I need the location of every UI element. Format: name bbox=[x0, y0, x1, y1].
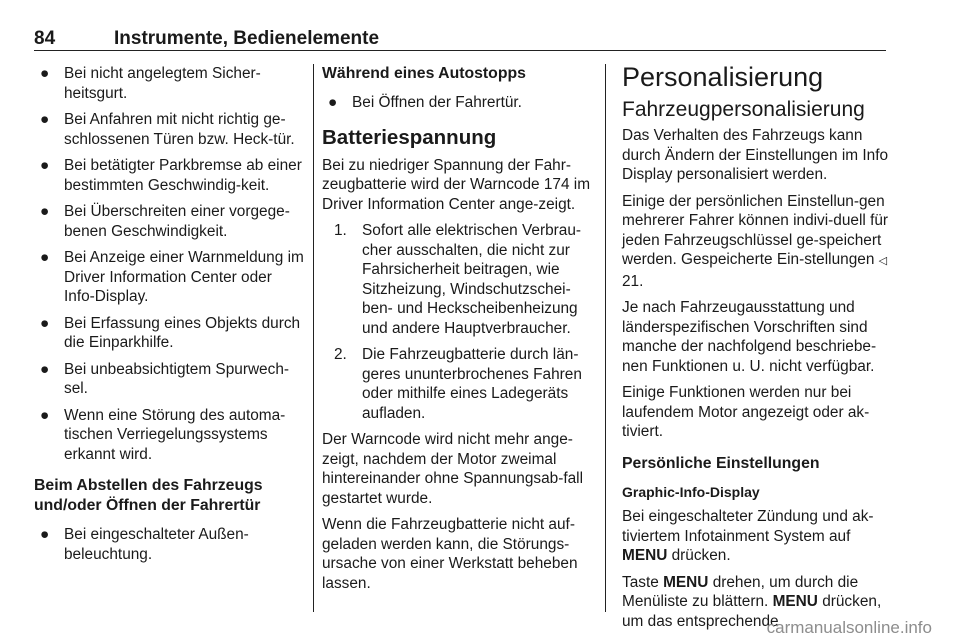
section-heading: Persönliche Einstellungen bbox=[622, 454, 820, 472]
list-item: 2. Die Fahrzeugbatterie durch län-geres ununterbrochenes Fahren oder mithilfe eines Ladegeräts aufladen. bbox=[334, 346, 582, 422]
paragraph: Wenn die Fahrzeugbatterie nicht auf-geladen werden kann, die Störungs-ursache von einer Werkstatt beheben lassen. bbox=[322, 516, 578, 592]
page-reference[interactable]: 21. bbox=[622, 272, 644, 290]
list-item: ● Bei nicht angelegtem Sicher-heitsgurt. bbox=[40, 65, 261, 102]
column-2 bbox=[322, 64, 592, 600]
column-divider bbox=[313, 64, 314, 612]
list-item: ● Bei eingeschalteter Außen-beleuchtung. bbox=[40, 526, 249, 563]
chapter-heading: Personalisierung bbox=[622, 62, 824, 92]
bullet-icon: ● bbox=[40, 65, 50, 82]
section-heading: Batteriespannung bbox=[322, 125, 497, 149]
chapter-title: Instrumente, Bedienelemente bbox=[114, 28, 380, 49]
page-reference-icon: ◁ bbox=[878, 255, 888, 267]
bullet-icon: ● bbox=[328, 94, 338, 111]
list-item: 1. Sofort alle elektrischen Verbrau-cher ausschalten, die nicht zur Fahrsicherheit beitragen, wie Sitzheizung, Windschutzschei-ben- und Heckscheibenheizung und andere Hauptverbraucher. bbox=[334, 222, 582, 337]
paragraph: Der Warncode wird nicht mehr ange-zeigt, nachdem der Motor zweimal hintereinander ohne Spannungsab-fall gestartet wurde. bbox=[322, 431, 583, 507]
bullet-icon: ● bbox=[40, 406, 50, 424]
menu-key-label: MENU bbox=[663, 573, 709, 591]
numbered-list bbox=[322, 221, 592, 423]
menu-key-label: MENU bbox=[772, 593, 818, 610]
bullet-icon: ● bbox=[40, 314, 50, 332]
list-item: ● Bei Überschreiten einer vorgege-benen Geschwindigkeit. bbox=[40, 203, 290, 240]
bullet-list bbox=[34, 525, 304, 564]
list-item: ● Wenn eine Störung des automa-tischen Verriegelungssystems erkannt wird. bbox=[40, 406, 286, 463]
paragraph: Das Verhalten des Fahrzeugs kann durch Ändern der Einstellungen im Info Display personalisiert werden. bbox=[622, 127, 889, 183]
bullet-list bbox=[34, 64, 304, 464]
bullet-icon: ● bbox=[40, 360, 50, 378]
page-number: 84 bbox=[34, 28, 56, 49]
paragraph: Je nach Fahrzeugausstattung und länderspezifischen Vorschriften sind manche der nachfolgend beschriebe-nen Funktionen u. U. nicht verfügbar. bbox=[622, 299, 877, 375]
sub-heading: Graphic-Info-Display bbox=[622, 483, 760, 500]
section-heading: Beim Abstellen des Fahrzeugs und/oder Öffnen der Fahrertür bbox=[34, 477, 263, 514]
section-heading: Während eines Autostopps bbox=[322, 65, 526, 82]
paragraph: Taste MENU drehen, um durch die Menüliste zu blättern. MENU drücken, um das entsprechende bbox=[622, 573, 882, 630]
bullet-icon: ● bbox=[40, 157, 50, 174]
list-item: ● Bei Erfassung eines Objekts durch die Einparkhilfe. bbox=[40, 314, 301, 351]
bullet-icon: ● bbox=[40, 526, 50, 543]
section-heading: Fahrzeugpersonalisierung bbox=[622, 98, 865, 121]
column-divider bbox=[605, 64, 606, 612]
list-item: ● Bei Öffnen der Fahrertür. bbox=[328, 94, 522, 111]
menu-key-label: MENU bbox=[622, 547, 668, 564]
bullet-icon: ● bbox=[40, 111, 50, 128]
bullet-icon: ● bbox=[40, 203, 50, 220]
bullet-icon: ● bbox=[40, 249, 50, 266]
page-header bbox=[34, 28, 886, 51]
paragraph: Einige der persönlichen Einstellun-gen mehrerer Fahrer können indivi-duell für jeden Fahrzeugschlüssel ge-speichert werden. Gespeicherte Ein-stellungen ◁ 21. bbox=[622, 192, 889, 290]
list-item: ● Bei unbeabsichtigtem Spurwech-sel. bbox=[40, 360, 289, 397]
column-1 bbox=[34, 64, 304, 571]
paragraph: Einige Funktionen werden nur bei laufendem Motor angezeigt oder ak-tiviert. bbox=[622, 384, 870, 440]
list-item: ● Bei Anzeige einer Warnmeldung im Driver Information Center oder Info-Display. bbox=[40, 249, 304, 305]
list-item: ● Bei betätigter Parkbremse ab einer bestimmten Geschwindig-keit. bbox=[40, 157, 302, 194]
list-item: ● Bei Anfahren mit nicht richtig ge-schlossenen Türen bzw. Heck-tür. bbox=[40, 111, 295, 148]
column-3 bbox=[622, 64, 892, 638]
paragraph: Bei zu niedriger Spannung der Fahr-zeugbatterie wird der Warncode 174 im Driver Information Center ange-zeigt. bbox=[322, 156, 591, 213]
paragraph: Bei eingeschalteter Zündung und ak-tiviertem Infotainment System auf MENU drücken. bbox=[622, 508, 874, 564]
bullet-list bbox=[322, 93, 592, 113]
watermark: carmanualsonline.info bbox=[766, 618, 932, 637]
